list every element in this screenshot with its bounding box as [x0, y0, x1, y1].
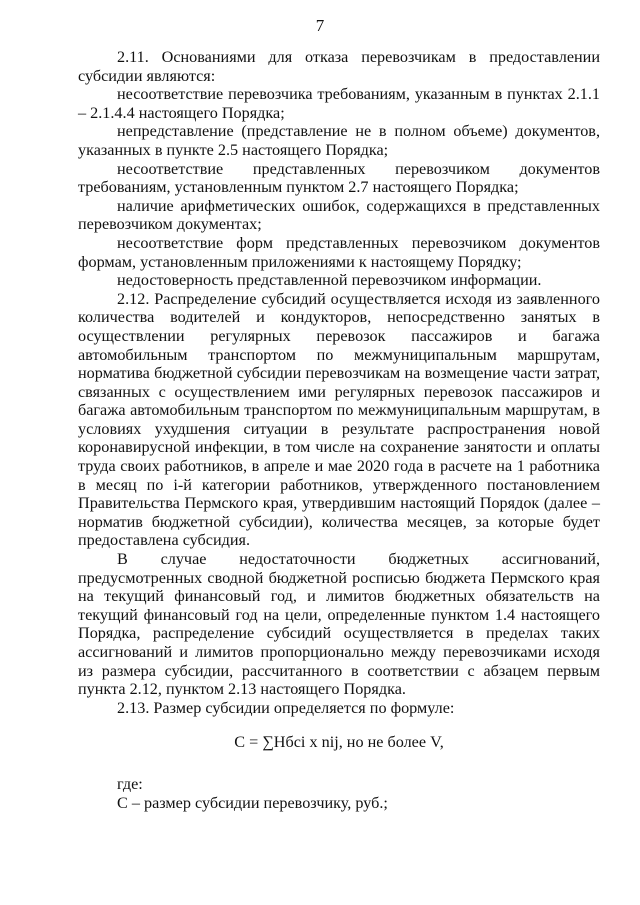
subsidy-formula: C = ∑Нбсi x nij, но не более V,: [234, 733, 444, 752]
refusal-reason-1: несоответствие перевозчика требованиям, указанным в пунктах 2.1.1 – 2.1.4.4 настоящего Порядка;: [78, 85, 600, 122]
paragraph-2-11: 2.11. Основаниями для отказа перевозчикам в предоставлении субсидии являются:: [78, 48, 600, 85]
paragraph-2-13: 2.13. Размер субсидии определяется по формуле:: [117, 698, 455, 717]
refusal-reason-3: несоответствие представленных перевозчиком документов требованиям, установленным пунктом 2.7 настоящего Порядка;: [78, 159, 600, 197]
paragraph-2-12: 2.12. Распределение субсидий осуществляется исходя из заявленного количества водителей и кондукторов, непосредственно занятых в осуществлении регулярных перевозок пассажиров и багажа автомобильным транспортом по межмуниципальным маршрутам, норматива бюджетной субсидии перевозчикам на возмещение части затрат, связанных с осуществлением ими регулярных перевозок пассажиров и багажа автомобильным транспортом по межмуниципальным маршрутам, в условиях ухудшения ситуации в результате распространения новой коронавирусной инфекции, в том числе на сохранение занятости и оплаты труда своих работников, в апреле и мае 2020 года в расчете на 1 работника в месяц по i-й категории работников, утвержденного постановлением Правительства Пермского края, утвердившим настоящий Порядок (далее – норматив бюджетной субсидии), количества месяцев, за которые будет предоставлена субсидия.: [78, 289, 600, 550]
refusal-reason-5: несоответствие форм представленных перевозчиком документов формам, установленным приложениями к настоящему Порядку;: [78, 233, 600, 271]
document-body: [78, 48, 600, 812]
where-label: где:: [117, 774, 143, 793]
refusal-reason-4: наличие арифметических ошибок, содержащихся в представленных перевозчиком документах;: [78, 196, 600, 234]
refusal-reason-2: непредставление (представление не в полном объеме) документов, указанных в пункте 2.5 настоящего Порядка;: [78, 122, 600, 159]
refusal-reason-6: недостоверность представленной перевозчиком информации.: [117, 271, 542, 290]
paragraph-insufficiency: В случае недостаточности бюджетных ассигнований, предусмотренных сводной бюджетной росписью бюджета Пермского края на текущий финансовый год, и лимитов бюджетных обязательств на текущий финансовый год на цели, определенные пунктом 1.4 настоящего Порядка, распределение субсидий осуществляется в пределах таких ассигнований и лимитов пропорционально между перевозчиками исходя из размера субсидии, рассчитанного в соответствии с абзацем первым пункта 2.12, пунктом 2.13 настоящего Порядка.: [78, 550, 600, 699]
definition-c: C – размер субсидии перевозчику, руб.;: [117, 793, 388, 812]
page-number: 7: [315, 16, 325, 35]
